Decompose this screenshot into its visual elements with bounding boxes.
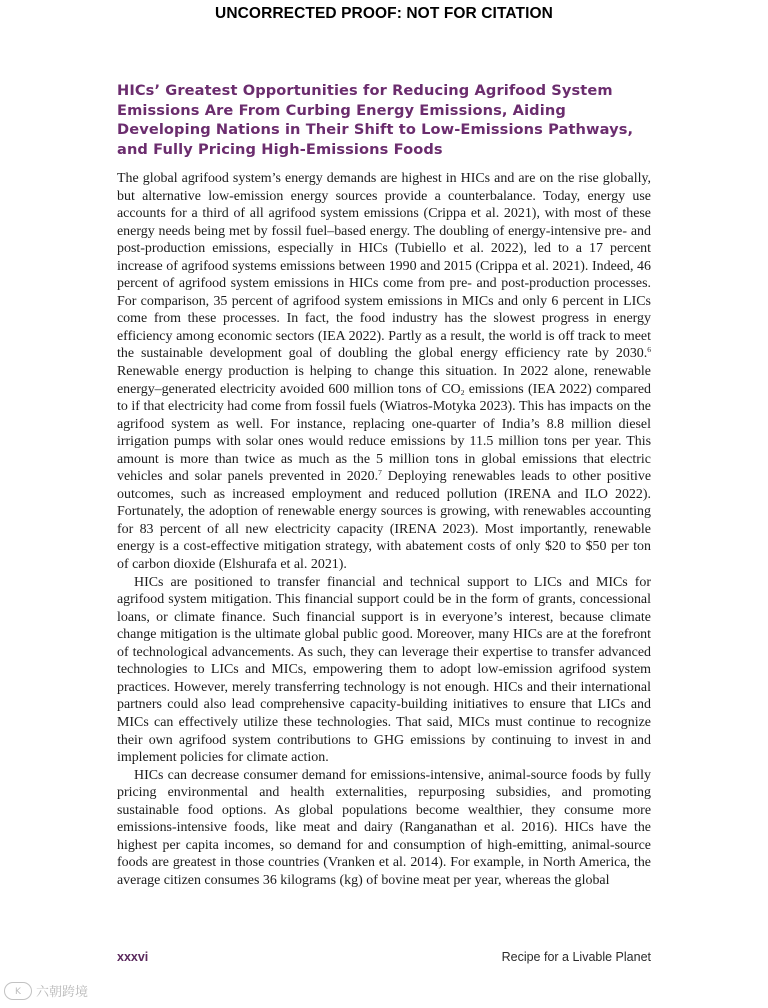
paragraph-2: HICs are positioned to transfer financial and technical support to LICs and MICs for agrifood system mitigation. This financial support could be in the form of grants, concessional loans, or climate finance. Such financial support is in everyone’s interest, because climate change mitigation is the ultimate global public good. Moreover, many HICs are at the forefront of technological advancements. As such, they can leverage their expertise to transfer advanced technologies to LICs and MICs, empowering them to adopt low-emission agrifood system practices. However, merely transferring technology is not enough. HICs and their international partners could also lead comprehensive capacity-building initiatives to ensure that LICs and MICs can effectively utilize these technologies. That said, MICs must continue to recognize their own agrifood system contributions to GHG emissions by continuing to invest in and implement policies for climate action. xyxy=(117,574,651,766)
paragraph-1-part-2: Renewable energy production is helping to change this situation. In 2022 alone, renewable energy–generated electricity avoided 600 million tons of CO xyxy=(117,364,651,397)
page-number: xxxvi xyxy=(117,950,149,964)
paragraph-1 xyxy=(117,170,651,574)
paragraph-1-part-4: Deploying renewables leads to other positive outcomes, such as increased employment and reduced pollution (IRENA and ILO 2022). Fortunately, the adoption of renewable energy sources is growing, with renewables accounting for 83 percent of all new electricity capacity (IRENA 2023). Most importantly, renewable energy is a cost-effective mitigation strategy, with abatement costs of only $20 to $50 per ton of carbon dioxide (Elshurafa et al. 2021). xyxy=(117,469,651,573)
watermark xyxy=(4,981,88,1000)
section-heading: HICs’ Greatest Opportunities for Reducing Agrifood System Emissions Are From Curbing Energy Emissions, Aiding Developing Nations in Their Shift to Low-Emissions Pathways, and Fully Pricing High-Emissions Foods xyxy=(117,82,634,158)
watermark-logo-icon: K xyxy=(4,982,32,1000)
watermark-text: 六朝跨境 xyxy=(36,985,89,1000)
running-title: Recipe for a Livable Planet xyxy=(501,950,651,964)
footnote-ref-6: 6 xyxy=(647,345,651,355)
body-text xyxy=(117,170,651,889)
paragraph-1-part-1: The global agrifood system’s energy demands are highest in HICs and are on the rise globally, but alternative low-emission energy sources provide a counterbalance. Today, energy use accounts for a third of all agrifood system emissions (Crippa et al. 2021), with most of these energy needs being met by fossil fuel–based energy. The doubling of energy-intensive pre- and post-production emissions, especially in HICs (Tubiello et al. 2022), led to a 17 percent increase of agrifood systems emissions between 1990 and 2015 (Crippa et al. 2021). Indeed, 46 percent of agrifood system emissions in HICs come from pre- and post-production processes. For comparison, 35 percent of agrifood system emissions in MICs and only 6 percent in LICs come from these processes. In fact, the food industry has the slowest progress in energy efficiency among economic sectors (IEA 2022). Partly as a result, the world is off track to meet the sustainable development goal of doubling the global energy efficiency rate by 2030. xyxy=(117,171,651,362)
paragraph-1-part-3: emissions (IEA 2022) compared to if that electricity had come from fossil fuels (Wiatros-Motyka 2023). This has impacts on the agrifood system as well. For instance, replacing one-quarter of India’s 8.8 million diesel irrigation pumps with solar ones would reduce emissions by 11.5 million tons per year. This amount is more than twice as much as the 5 million tons in global emissions that electric vehicles and solar panels prevented in 2020. xyxy=(117,381,651,485)
paragraph-3: HICs can decrease consumer demand for emissions-intensive, animal-source foods by fully pricing environmental and health externalities, repurposing subsidies, and promoting sustainable food options. As global populations become wealthier, they consume more emissions-intensive foods, like meat and dairy (Ranganathan et al. 2016). HICs have the highest per capita incomes, so demand for and consumption of high-emitting, animal-source foods are greatest in those countries (Vranken et al. 2014). For example, in North America, the average citizen consumes 36 kilograms (kg) of bovine meat per year, whereas the global xyxy=(117,767,651,888)
footnote-ref-7: 7 xyxy=(378,468,382,478)
proof-banner: UNCORRECTED PROOF: NOT FOR CITATION xyxy=(215,5,553,22)
co2-subscript: 2 xyxy=(460,387,465,397)
